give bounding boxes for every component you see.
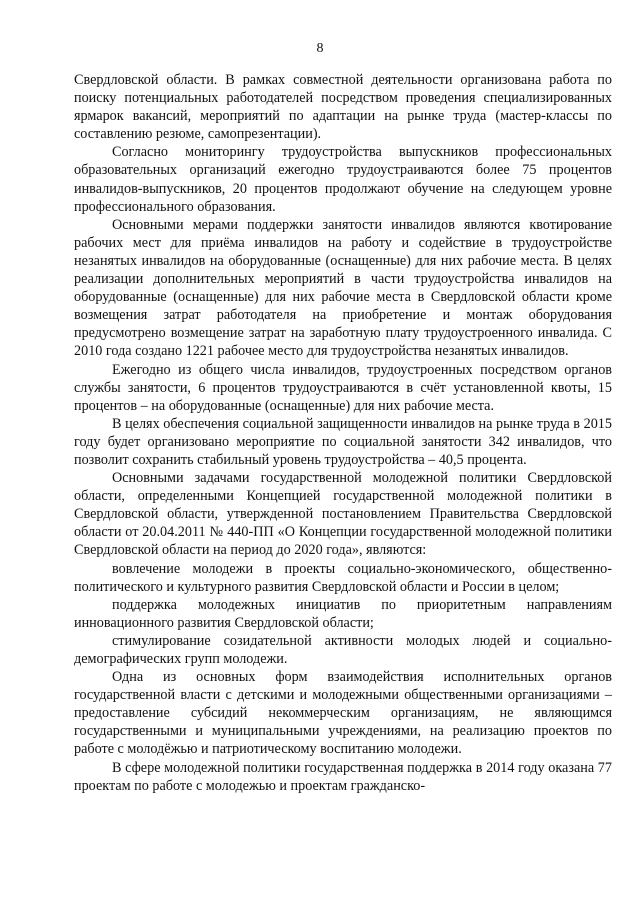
paragraph: Основными мерами поддержки занятости инвалидов являются квотирование рабочих мест для приёма инвалидов на работу и содействие в трудоустройстве незанятых инвалидов на оборудованные (оснащенные) для них рабочие места. В целях реализации дополнительных мероприятий в части трудоустройства инвалидов на оборудованные (оснащенные) для них рабочие места в Свердловской области кроме возмещения затрат работодателя на приобретение и монтаж оборудования предусмотрено возмещение затрат на заработную плату трудоустроенного инвалида. С 2010 года создано 1221 рабочее место для трудоустройства незанятых инвалидов. (74, 216, 612, 360)
paragraph: Свердловской области. В рамках совместной деятельности организована работа по поиску потенциальных работодателей посредством проведения специализированных ярмарок вакансий, мероприятий по адаптации на рынке труда (мастер-классы по составлению резюме, самопрезентации). (74, 72, 612, 143)
paragraph: В сфере молодежной политики государственная поддержка в 2014 году оказана 77 проектам по работе с молодежью и проектам гражданско- (74, 759, 612, 794)
list-item: стимулирование созидательной активности молодых людей и социально-демографических групп молодежи. (74, 632, 612, 667)
paragraph: Ежегодно из общего числа инвалидов, трудоустроенных посредством органов службы занятости, 6 процентов трудоустраиваются в счёт установленной квоты, 15 процентов – на оборудованные (оснащенные) для них рабочие места. (74, 361, 612, 414)
paragraph: Согласно мониторингу трудоустройства выпускников профессиональных образовательных организаций ежегодно трудоустраиваются более 75 процентов инвалидов-выпускников, 20 процентов продолжают обучение на следующем уровне профессионального образования. (74, 144, 612, 215)
list-item: вовлечение молодежи в проекты социально-экономического, общественно-политического и культурного развития Свердловской области и России в целом; (74, 560, 612, 595)
paragraph: Одна из основных форм взаимодействия исполнительных органов государственной власти с детскими и молодежными общественными организациями – предоставление субсидий некоммерческим организациям, не являющимся государственными и муниципальными учреждениями, на реализацию проектов по работе с молодёжью и патриотическому воспитанию молодежи. (74, 669, 612, 758)
paragraph: Основными задачами государственной молодежной политики Свердловской области, определенными Концепцией государственной молодежной политики в Свердловской области, утвержденной постановлением Правительства Свердловской области от 20.04.2011 № 440-ПП «О Концепции государственной молодежной политики Свердловской области на период до 2020 года», являются: (74, 470, 612, 559)
paragraph: В целях обеспечения социальной защищенности инвалидов на рынке труда в 2015 году будет организовано мероприятие по социальной занятости 342 инвалидов, что позволит сохранить стабильный уровень трудоустройства – 40,5 процента. (74, 415, 612, 468)
list-item: поддержка молодежных инициатив по приоритетным направлениям инновационного развития Свердловской области; (74, 596, 612, 631)
page-number: 8 (316, 41, 324, 56)
body-text (74, 71, 612, 795)
